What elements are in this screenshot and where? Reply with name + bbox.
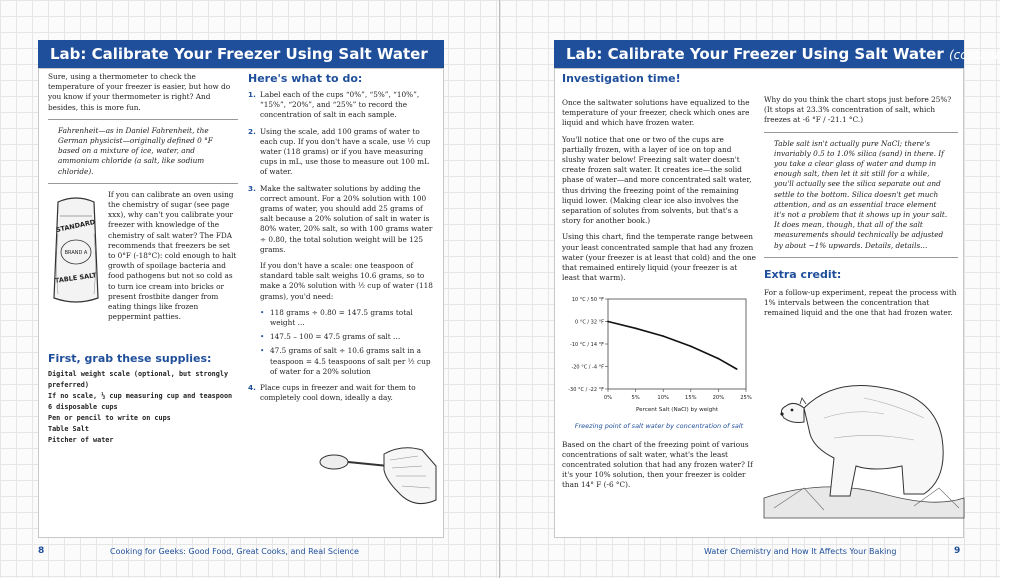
supplies-heading: First, grab these supplies: bbox=[48, 351, 212, 365]
step-item bbox=[248, 90, 436, 121]
calc-list bbox=[260, 308, 436, 377]
left-page-title: Lab: Calibrate Your Freezer Using Salt Water bbox=[38, 40, 444, 68]
step-number: 4. bbox=[248, 383, 256, 393]
data-point bbox=[736, 369, 738, 371]
left-page-footer: Cooking for Geeks: Good Food, Great Cooks, and Real Science bbox=[110, 547, 359, 556]
x-tick-label: 20% bbox=[712, 395, 725, 402]
y-tick-label: 10 °C / 50 °F bbox=[571, 297, 604, 304]
step-number: 1. bbox=[248, 90, 256, 99]
x-tick-label: 0% bbox=[603, 395, 613, 402]
fahrenheit-sidebar: Fahrenheit—as in Daniel Fahrenheit, the German physicist—originally defined 0 °F based on a mixture of ice, water, and ammonium chloride (a salt, like sodium chloride). bbox=[48, 119, 238, 184]
investigation-paragraph-4: Based on the chart of the freezing point of various concentrations of salt water, what's the least concentrated solution that had any frozen water? If it's your 10% solution, then your freezer is colder than 14° F (-6 °C). bbox=[562, 439, 753, 490]
right-page-footer: Water Chemistry and How It Affects Your Baking bbox=[704, 547, 897, 556]
extra-credit-heading: Extra credit: bbox=[764, 267, 842, 281]
calc-item: • 147.5 – 100 = 47.5 grams of salt … bbox=[260, 332, 436, 342]
data-point bbox=[635, 328, 637, 330]
no-scale-paragraph: If you don't have a scale: one teaspoon of standard table salt weighs 10.6 grams, so to make a 20% solution with ½ cup of water (118 grams), you'd need: bbox=[260, 261, 433, 301]
step-number: 3. bbox=[248, 183, 256, 193]
data-point bbox=[662, 336, 664, 338]
chart-plot-area bbox=[568, 297, 752, 413]
step-text: Label each of the cups “0%”, “5%”, “10%”, “15%”, “20%”, and “25%” to record the concentration of salt in each sample. bbox=[260, 90, 420, 120]
investigation-column bbox=[562, 72, 756, 497]
step-text: Make the saltwater solutions by adding the correct amount. For a 20% solution with 100 grams of water, you should add 25 grams of salt because a 20% solution of salt in water is 80% water, 20% salt, so with 100 grams water ÷ 0.80, the total solution weight will be 125 grams. bbox=[260, 183, 433, 254]
chart-caption: Freezing point of salt water by concentration of salt bbox=[574, 422, 744, 431]
y-tick-label: -10 °C / 14 °F bbox=[570, 342, 604, 349]
step-item bbox=[248, 184, 436, 377]
step-item bbox=[248, 127, 436, 178]
supply-item: Table Salt bbox=[48, 424, 89, 433]
calc-item: • 118 grams ÷ 0.80 = 147.5 grams total weight … bbox=[260, 308, 436, 328]
step-number: 2. bbox=[248, 126, 256, 136]
y-tick-label: 0 °C / 32 °F bbox=[575, 319, 604, 326]
right-title-suffix: (continued) bbox=[948, 48, 1018, 62]
why-paragraph: Why do you think the chart stops just before 25%? (It stops at 23.3% concentration of salt, which freezes at -6 °F / -21.1 °C.) bbox=[764, 95, 952, 125]
investigation-heading: Investigation time! bbox=[562, 72, 681, 85]
supply-item: If no scale, ½ cup measuring cup and teaspoon bbox=[48, 391, 233, 400]
data-point bbox=[607, 321, 609, 323]
y-tick-label: -30 °C / -22 °F bbox=[568, 387, 604, 394]
investigation-paragraph-3: Using this chart, find the temperate range between your least concentrated sample that had any frozen water (your freezer is at least that cold) and the one that remained entirely liquid (your freezer is at least that warm). bbox=[562, 232, 756, 283]
data-point bbox=[718, 358, 720, 360]
left-page bbox=[0, 0, 500, 578]
freezing-point-chart bbox=[562, 289, 756, 419]
right-title-text: Lab: Calibrate Your Freezer Using Salt Water bbox=[566, 45, 944, 63]
oven-paragraph-wrap bbox=[48, 190, 238, 329]
silica-sidebar: Table salt isn't actually pure NaCl; there's invariably 0.5 to 1.0% silica (sand) in there. If you take a clear glass of water and dump in enough salt, then let it sit still for a while, you'll actually see the silica separate out and settle to the bottom. Silica doesn't get much attention, and as an essential trace element it's not a problem that it shows up in your salt. It does mean, though, that all of the salt measurements should technically be adjusted by about ~1% upwards. Details, details… bbox=[764, 132, 958, 258]
intro-paragraph: Sure, using a thermometer to check the temperature of your freezer is easier, but how do you know if your thermometer is right? And besides, this is more fun. bbox=[48, 72, 231, 112]
data-point bbox=[690, 346, 692, 348]
salt-bag-label-3: TABLE SALT bbox=[54, 270, 98, 285]
right-column bbox=[764, 95, 958, 324]
x-tick-label: 15% bbox=[685, 395, 697, 402]
x-axis-label: Percent Salt (NaCl) by weight bbox=[635, 407, 719, 414]
step-text: Using the scale, add 100 grams of water to each cup. If you don't have a scale, use ½ cup water (118 grams) or if you have measuring cups in mL, use those to measure out 100 mL of water. bbox=[260, 126, 431, 177]
x-tick-label: 25% bbox=[740, 395, 752, 402]
x-tick-label: 5% bbox=[631, 395, 640, 402]
y-tick-label: -20 °C / -4 °F bbox=[571, 364, 604, 371]
steps-column bbox=[248, 72, 436, 409]
right-page-number: 9 bbox=[954, 546, 961, 556]
extra-credit-paragraph: For a follow-up experiment, repeat the process with 1% intervals between the concentration that remained liquid and the one that had frozen water. bbox=[764, 287, 957, 318]
calc-item: • 47.5 grams of salt ÷ 10.6 grams salt in a teaspoon = 4.5 teaspoons of salt per ½ cup of water for a 20% solution bbox=[260, 346, 436, 377]
chart-frame bbox=[608, 299, 746, 389]
investigation-paragraph-2: You'll notice that one or two of the cups are partially frozen, with a layer of ice on top and slushy water below! Freezing salt water doesn't create frozen salt water. It creates ice—the solid phase of water—and more concentrated salt water, thus driving the freezing point of the remaining liquid lower. (Making clear ice also involves the separation of solutes from solvents, but that's a story for another book.) bbox=[562, 134, 752, 226]
right-page-title bbox=[554, 40, 1018, 68]
salt-bag-label-2: BRAND A bbox=[64, 249, 88, 256]
spoon-hand-illustration bbox=[318, 440, 438, 520]
steps-heading: Here's what to do: bbox=[248, 72, 363, 85]
left-page-number: 8 bbox=[38, 546, 45, 556]
salt-bag-label-1: STANDARD bbox=[55, 217, 96, 234]
supply-item: Pen or pencil to write on cups bbox=[48, 413, 171, 422]
investigation-paragraph-1: Once the saltwater solutions have equalized to the temperature of your freezer, check which ones are liquid and which have frozen water. bbox=[562, 98, 750, 128]
x-tick-label: 10% bbox=[657, 395, 669, 402]
oven-paragraph: If you can calibrate an oven using the chemistry of sugar (see page xxx), why can't you calibrate your freezer with knowledge of the chemistry of salt water? The FDA recommends that freezers be set to 0°F (-18°C): cold enough to halt growth of spoilage bacteria and food pathogens but not so cold as to turn ice cream into bricks or present frostbite danger from eating things like frozen peppermint patties. bbox=[108, 189, 237, 322]
supply-item: 6 disposable cups bbox=[48, 402, 118, 411]
left-column bbox=[48, 72, 238, 446]
salt-section bbox=[48, 190, 238, 348]
supplies-list bbox=[48, 369, 238, 446]
right-page bbox=[500, 0, 1018, 578]
supply-item: Pitcher of water bbox=[48, 435, 114, 444]
steps-list bbox=[248, 90, 436, 403]
polar-bear-illustration bbox=[764, 348, 964, 518]
supply-item: Digital weight scale (optional, but strongly preferred) bbox=[48, 369, 229, 389]
step-item bbox=[248, 383, 436, 403]
step-text: Place cups in freezer and wait for them to completely cool down, ideally a day. bbox=[260, 383, 416, 403]
